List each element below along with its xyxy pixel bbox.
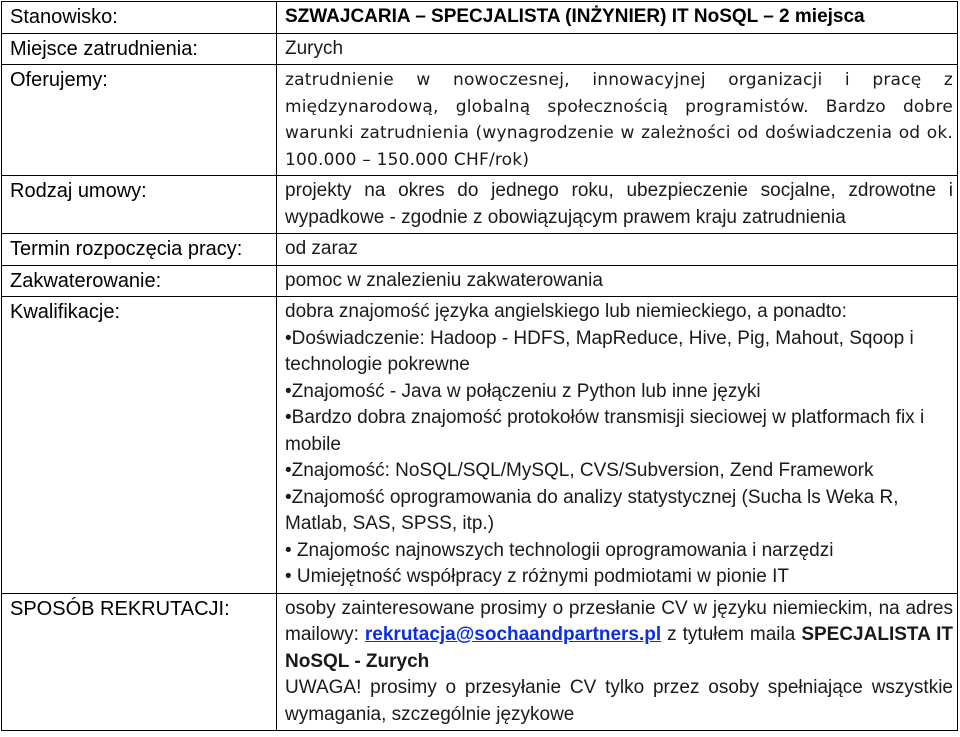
label-zakwaterowanie: Zakwaterowanie: <box>2 265 277 297</box>
kwalifikacje-item: •Znajomość: NoSQL/SQL/MySQL, CVS/Subversion, Zend Framework <box>285 460 874 481</box>
email-link[interactable]: rekrutacja@sochaandpartners.pl <box>364 624 662 645</box>
value-stanowisko: SZWAJCARIA – SPECJALISTA (INŻYNIER) IT NoSQL – 2 miejsca <box>277 2 958 34</box>
kwalifikacje-item: •Znajomość - Java w połączeniu z Python lub inne języki <box>285 380 761 402</box>
label-rodzaj: Rodzaj umowy: <box>2 176 277 234</box>
value-miejsce: Zurych <box>277 33 958 65</box>
row-oferujemy <box>2 65 958 176</box>
label-stanowisko: Stanowisko: <box>2 2 277 34</box>
row-miejsce <box>2 33 958 65</box>
row-zakwaterowanie <box>2 265 958 297</box>
row-stanowisko <box>2 2 958 34</box>
rekrutacja-note: UWAGA! prosimy o przesyłanie CV tylko przez osoby spełniające wszystkie wymagania, szczególnie językowe <box>285 677 953 725</box>
label-rekrutacja: SPOSÓB REKRUTACJI: <box>2 593 277 731</box>
job-offer-table <box>1 1 958 731</box>
label-oferujemy: Oferujemy: <box>2 65 277 176</box>
label-termin: Termin rozpoczęcia pracy: <box>2 234 277 266</box>
label-kwalifikacje: Kwalifikacje: <box>2 297 277 594</box>
kwalifikacje-item: •Znajomość oprogramowania do analizy statystycznej (Sucha ls Weka R, Matlab, SAS, SPSS, itp.) <box>285 486 899 534</box>
row-termin <box>2 234 958 266</box>
kwalifikacje-item: • Umiejętność współpracy z różnymi podmiotami w pionie IT <box>285 566 789 587</box>
row-rekrutacja <box>2 593 958 731</box>
label-miejsce: Miejsce zatrudnienia: <box>2 33 277 65</box>
kwalifikacje-item: •Doświadczenie: Hadoop - HDFS, MapReduce, Hive, Pig, Mahout, Sqoop i technologie pokrewne <box>285 327 914 375</box>
value-kwalifikacje <box>277 297 958 594</box>
value-oferujemy: zatrudnienie w nowoczesnej, innowacyjnej organizacji i pracę z międzynarodową, globalną społecznością programistów. Bardzo dobre warunki zatrudnienia (wynagrodzenie w zależności od doświadczenia od ok. 100.000 – 150.000 CHF/rok) <box>277 65 958 176</box>
email-subject: SPECJALISTA IT NoSQL - Zurych <box>285 624 953 672</box>
kwalifikacje-intro: dobra znajomość języka angielskiego lub niemieckiego, a ponadto: <box>285 301 847 322</box>
value-termin: od zaraz <box>277 234 958 266</box>
row-rodzaj <box>2 176 958 234</box>
kwalifikacje-item: • Znajomośc najnowszych technologii oprogramowania i narzędzi <box>285 539 834 561</box>
row-kwalifikacje <box>2 297 958 594</box>
rekrutacja-text-2: z tytułem maila <box>661 624 802 645</box>
kwalifikacje-item: •Bardzo dobra znajomość protokołów transmisji sieciowej w platformach fix i mobile <box>285 407 925 455</box>
value-rodzaj: projekty na okres do jednego roku, ubezpieczenie socjalne, zdrowotne i wypadkowe - zgodnie z obowiązującym prawem kraju zatrudnienia <box>277 176 958 234</box>
value-rekrutacja <box>277 593 958 731</box>
rekrutacja-text: osoby zainteresowane prosimy o przesłanie CV w języku niemieckim, na adres mailowy: <box>285 597 953 645</box>
value-zakwaterowanie: pomoc w znalezieniu zakwaterowania <box>277 265 958 297</box>
